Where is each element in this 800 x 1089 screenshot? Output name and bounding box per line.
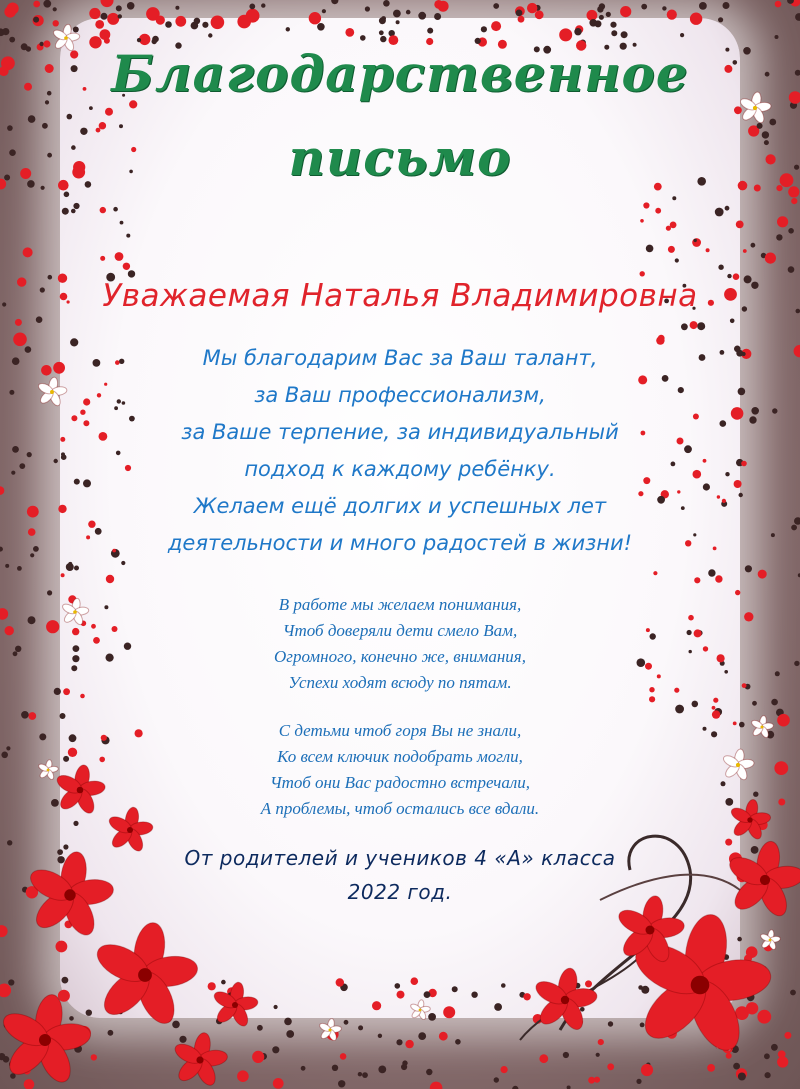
salutation: Уважаемая Наталья Владимировна xyxy=(102,278,698,314)
thanks-line: за Ваше терпение, за индивидуальный xyxy=(181,420,619,444)
poem-line: Огромного, конечно же, внимания, xyxy=(274,647,526,666)
poem-line: Чтоб доверяли дети смело Вам, xyxy=(282,621,518,640)
thanks-line: деятельности и много радостей в жизни! xyxy=(167,531,633,555)
poem-line: Успехи ходят всюду по пятам. xyxy=(288,673,512,692)
poem-line: Ко всем ключик подобрать могли, xyxy=(277,747,523,766)
signature-from: От родителей и учеников 4 «А» класса xyxy=(184,846,616,870)
signature-year: 2022 год. xyxy=(347,880,453,904)
poem-stanza-2 xyxy=(0,718,800,822)
title-line-1: Благодарственное xyxy=(111,44,689,103)
poem-line: В работе мы желаем понимания, xyxy=(278,595,522,614)
thanks-paragraph xyxy=(0,340,800,562)
thanks-line: за Ваш профессионализм, xyxy=(254,383,546,407)
poem-stanza-1 xyxy=(0,592,800,696)
title-line-2: письмо xyxy=(288,128,512,187)
thanks-line: Желаем ещё долгих и успешных лет xyxy=(193,494,607,518)
thanks-line: подход к каждому ребёнку. xyxy=(244,457,556,481)
poem-line: Чтоб они Вас радостно встречали, xyxy=(269,773,531,792)
poem-line: С детьми чтоб горя Вы не знали, xyxy=(278,721,522,740)
poem-line: А проблемы, чтоб остались все вдали. xyxy=(260,799,540,818)
thanks-line: Мы благодарим Вас за Ваш талант, xyxy=(202,346,598,370)
